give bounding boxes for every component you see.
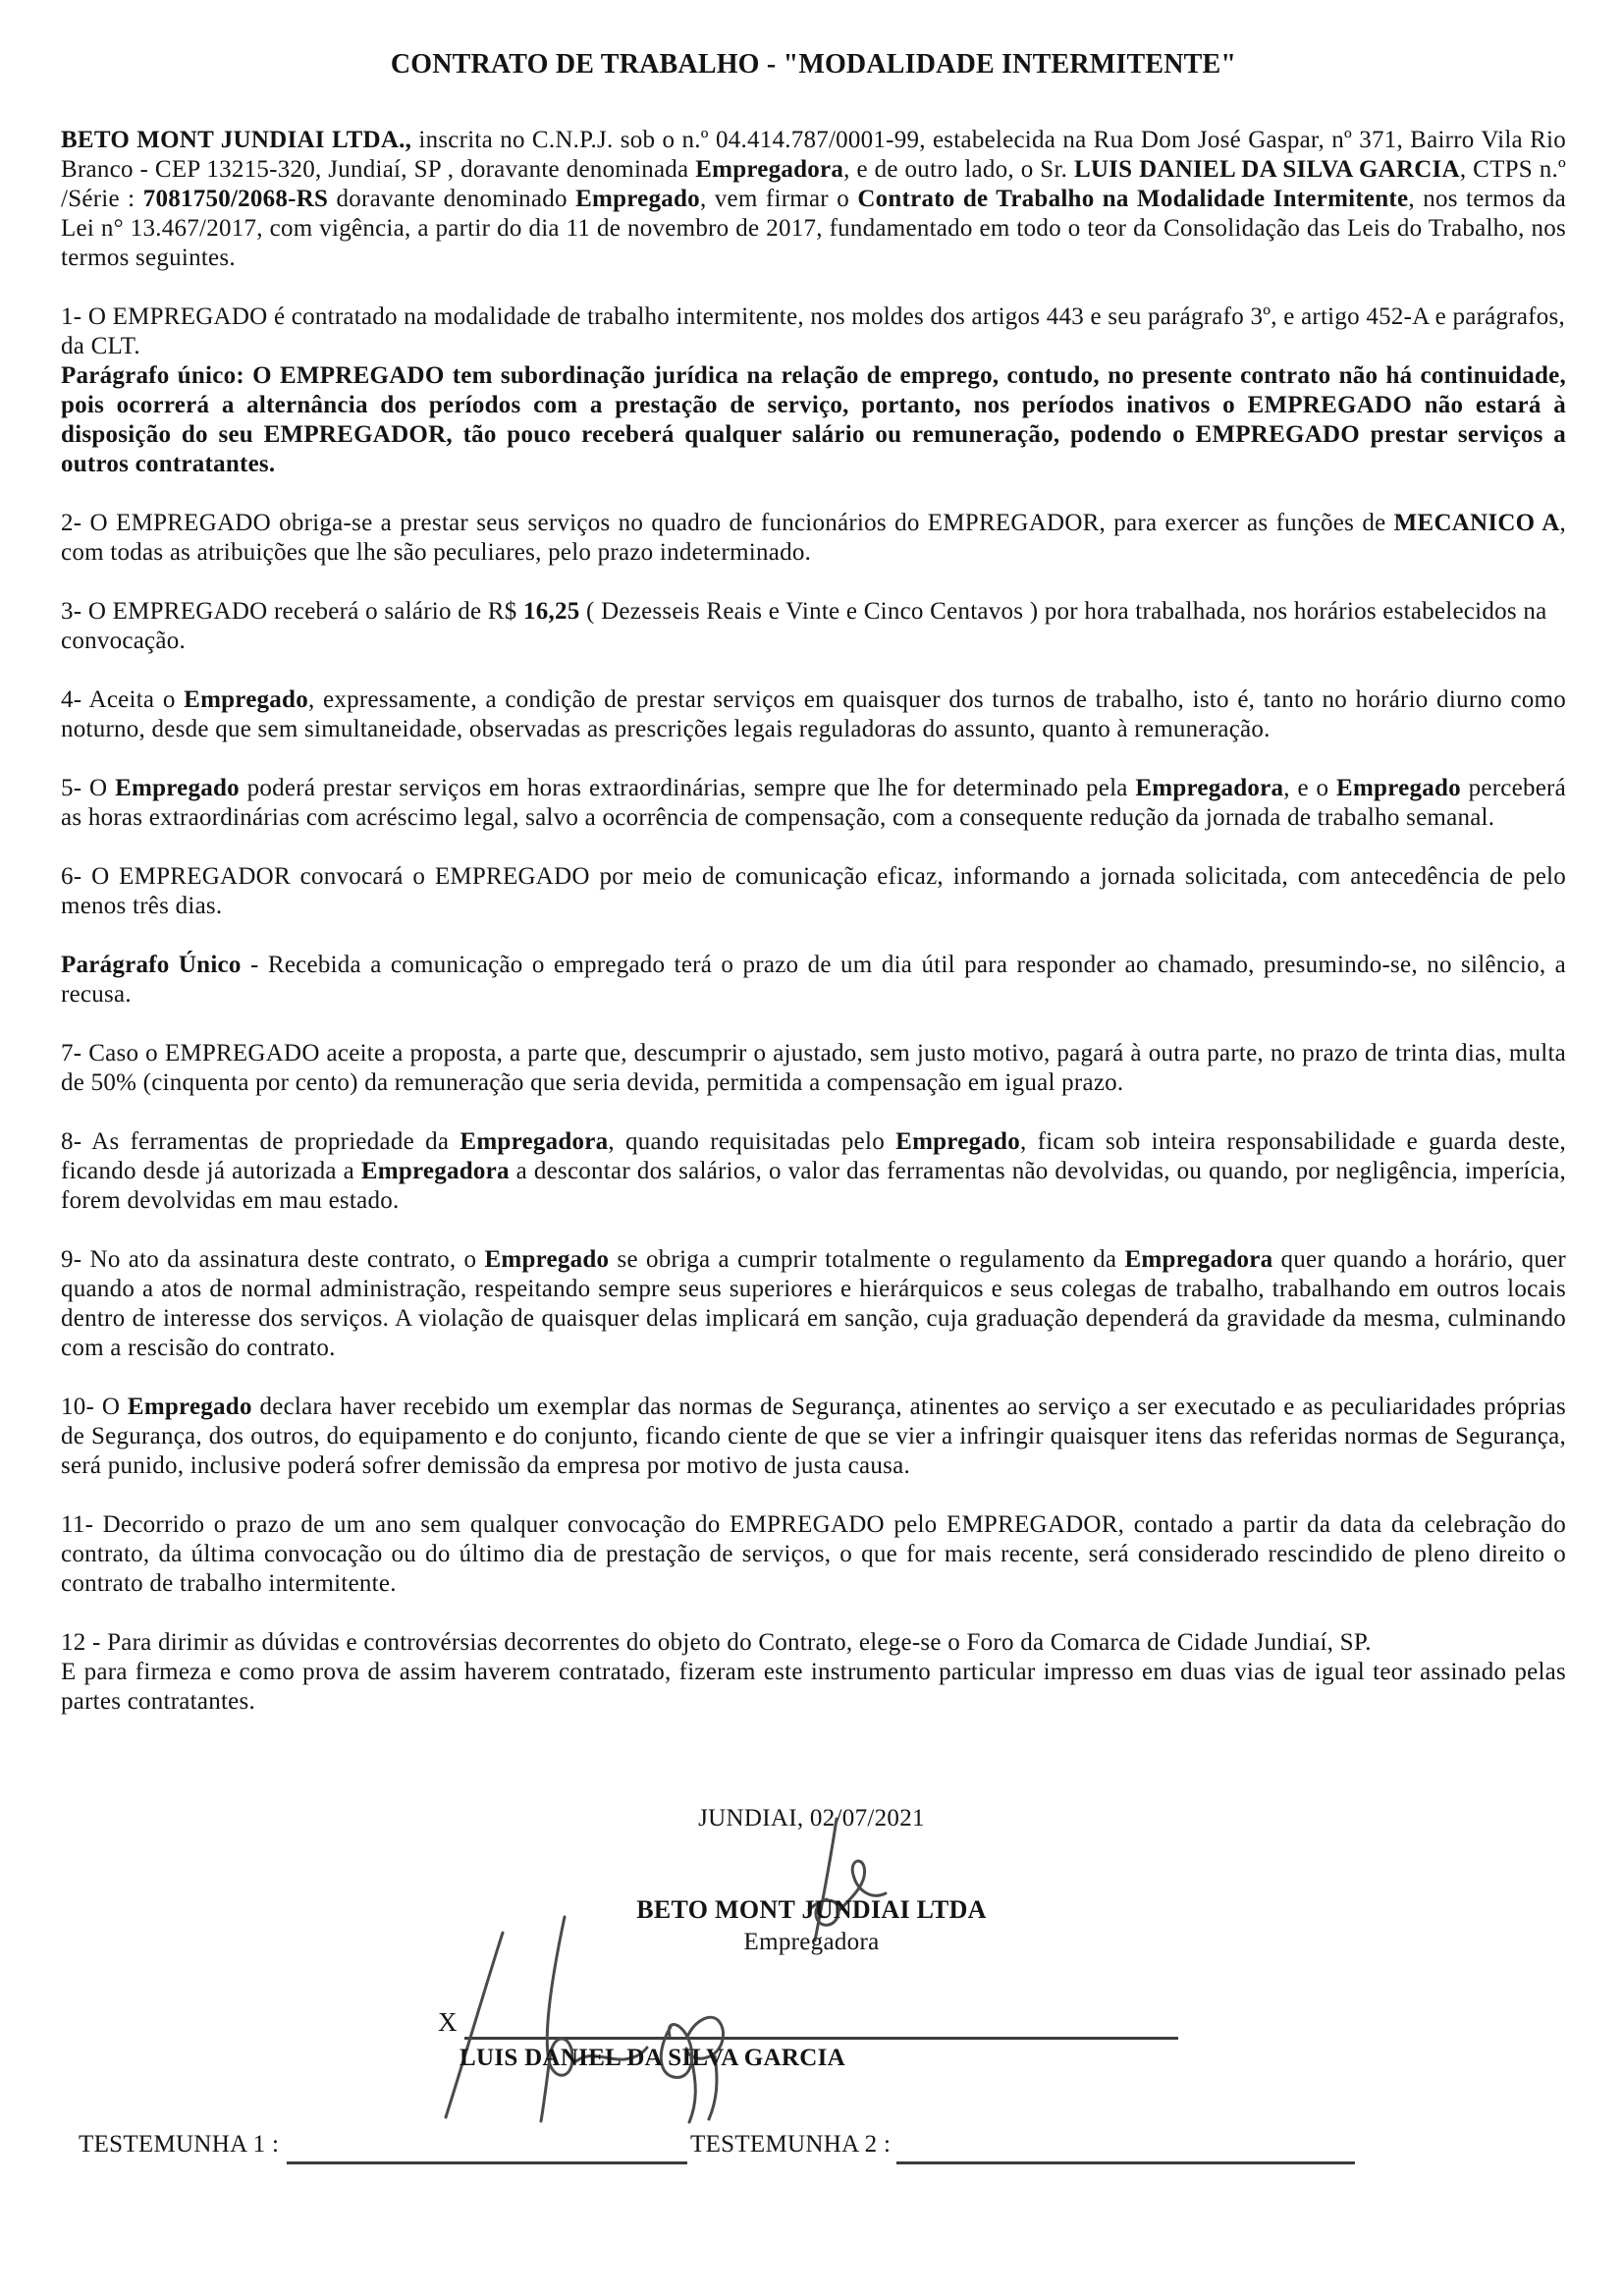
- clause-9: [61, 1245, 1566, 1363]
- clause-3: [61, 597, 1566, 656]
- text-run: 8- As ferramentas de propriedade da: [61, 1128, 460, 1155]
- text-run: perceberá as horas extraordinárias com acréscimo legal, salvo a ocorrência de compensação, com a consequente redução da jornada de trabalho semanal.: [61, 775, 1566, 831]
- signature-x-mark: X: [438, 2007, 458, 2037]
- text-run: 9- No ato da assinatura deste contrato, o: [61, 1246, 485, 1273]
- bold-text-run: Empregado: [115, 775, 240, 801]
- text-run: 11- Decorrido o prazo de um ano sem qualquer convocação do EMPREGADO pelo EMPREGADOR, contado a partir da data da celebração do contrato, da última convocação ou do último dia de prestação de serviços, o que for mais recente, será considerado rescindido de pleno direito o contrato de trabalho intermitente.: [61, 1511, 1566, 1597]
- bold-text-run: Empregado: [895, 1128, 1020, 1155]
- clause-6: [61, 862, 1566, 921]
- page-title: CONTRATO DE TRABALHO - "MODALIDADE INTERMITENTE": [390, 49, 1237, 80]
- bold-text-run: 16,25: [523, 598, 580, 625]
- clause-8: [61, 1127, 1566, 1216]
- text-run: poderá prestar serviços em horas extraordinárias, sempre que lhe for determinado pela: [239, 775, 1136, 801]
- bold-text-run: Empregado: [575, 186, 700, 212]
- bold-text-run: Empregado: [127, 1394, 252, 1420]
- company-name: BETO MONT JUNDIAI LTDA: [636, 1895, 987, 1924]
- contract-body-wrapper: [61, 49, 1566, 1717]
- bold-text-run: MECANICO A: [1393, 510, 1560, 536]
- text-run: 4- Aceita o: [61, 686, 185, 713]
- clause-2: [61, 509, 1566, 568]
- intro-paragraph: [61, 126, 1566, 273]
- clause-5: [61, 774, 1566, 833]
- text-run: 6- O EMPREGADOR convocará o EMPREGADO por meio de comunicação eficaz, informando a jornada solicitada, com antecedência de pelo menos três dias.: [61, 863, 1566, 919]
- text-run: ( Dezesseis Reais e Vinte e Cinco Centavos ) por hora trabalhada, nos horários estabelecidos na convocação.: [61, 598, 1547, 654]
- bold-text-run: Empregado: [484, 1246, 610, 1273]
- text-run: quer quando a horário, quer quando a atos de normal administração, respeitando sempre seus superiores e hierárquicos e seus colegas de trabalho, trabalhando em outros locais dentro de interesse dos serviços. A violação de quaisquer delas implicará em sanção, cuja graduação dependerá da gravidade da mesma, culminando com a rescisão do contrato.: [61, 1246, 1567, 1361]
- text-run: 1- O EMPREGADO é contratado na modalidade de trabalho intermitente, nos moldes dos artigos 443 e seu parágrafo 3º, e artigo 452-A e parágrafos, da CLT.: [61, 303, 1565, 359]
- witness2-signature-line: [896, 2161, 1355, 2164]
- company-role-label: Empregadora: [743, 1929, 880, 1955]
- clause-6-paragrafo-unico: [61, 951, 1566, 1010]
- text-run: , vem firmar o: [699, 186, 858, 212]
- text-run: , expressamente, a condição de prestar serviços em quaisquer dos turnos de trabalho, isto é, tanto no horário diurno como noturno, desde que sem simultaneidade, observadas as prescrições legais reguladoras do assunto, quanto à remuneração.: [61, 686, 1567, 742]
- clause-11: [61, 1510, 1566, 1599]
- bold-text-run: Contrato de Trabalho na Modalidade Intermitente: [857, 186, 1409, 212]
- text-run: , e o: [1283, 775, 1337, 801]
- bold-text-run: Empregadora: [1124, 1246, 1273, 1273]
- text-run: a descontar dos salários, o valor das ferramentas não devolvidas, ou quando, por negligência, imperícia, forem devolvidas em mau estado.: [61, 1158, 1566, 1214]
- date-line: JUNDIAI, 02/07/2021: [698, 1805, 925, 1831]
- witness2-label: TESTEMUNHA 2 :: [690, 2131, 892, 2158]
- text-run: 10- O: [61, 1394, 128, 1420]
- bold-text-run: Empregadora: [695, 156, 844, 183]
- bold-text-run: Empregadora: [460, 1128, 609, 1155]
- bold-text-run: Empregadora: [1135, 775, 1284, 801]
- bold-text-run: LUIS DANIEL DA SILVA GARCIA: [1073, 156, 1460, 183]
- text-run: , ficam sob inteira responsabilidade e guarda deste, ficando desde já autorizada a: [61, 1128, 1566, 1184]
- bold-text-run: Parágrafo único: O EMPREGADO tem subordinação jurídica na relação de emprego, contudo, no presente contrato não há continuidade, pois ocorrerá a alternância dos períodos com a prestação de serviço, portanto, nos períodos inativos o EMPREGADO não estará à disposição do seu EMPREGADOR, tão pouco receberá qualquer salário ou remuneração, podendo o EMPREGADO prestar serviços a outros contratantes.: [61, 362, 1566, 477]
- text-run: - Recebida a comunicação o empregado terá o prazo de um dia útil para responder ao chamado, presumindo-se, no silêncio, a recusa.: [61, 952, 1566, 1008]
- text-run: , e de outro lado, o Sr.: [843, 156, 1074, 183]
- text-run: E para firmeza e como prova de assim haverem contratado, fizeram este instrumento particular impresso em duas vias de igual teor assinado pelas partes contratantes.: [61, 1659, 1566, 1715]
- clause-4: [61, 685, 1566, 744]
- bold-text-run: Parágrafo Único: [61, 952, 242, 978]
- clause-1-paragrafo-unico: [61, 361, 1566, 479]
- bold-text-run: 7081750/2068-RS: [142, 186, 329, 212]
- text-run: 2- O EMPREGADO obriga-se a prestar seus serviços no quadro de funcionários do EMPREGADOR, para exercer as funções de: [61, 510, 1394, 536]
- clause-12: [61, 1628, 1566, 1658]
- employee-signature-line: [464, 2037, 1178, 2040]
- text-run: , CTPS n.º /Série :: [61, 156, 1566, 212]
- text-run: doravante denominado: [328, 186, 576, 212]
- text-run: declara haver recebido um exemplar das normas de Segurança, atinentes ao serviço a ser executado e as peculiaridades próprias de Segurança, dos outros, do equipamento e do conjunto, ficando ciente de que se vier a infringir quaisquer itens das referidas normas de Segurança, será punido, inclusive poderá sofrer demissão da empresa por motivo de justa causa.: [61, 1394, 1566, 1479]
- text-run: inscrita no C.N.P.J. sob o n.º 04.414.787/0001-99, estabelecida na Rua Dom José Gaspar, nº 371, Bairro Vila Rio Branco - CEP 13215-320, Jundiaí, SP , doravante denominada: [61, 127, 1566, 183]
- text-run: 3- O EMPREGADO receberá o salário de R$: [61, 598, 523, 625]
- text-run: , quando requisitadas pelo: [608, 1128, 896, 1155]
- clause-1: [61, 302, 1566, 361]
- bold-text-run: Empregado: [1336, 775, 1461, 801]
- text-run: 5- O: [61, 775, 116, 801]
- text-run: 7- Caso o EMPREGADO aceite a proposta, a parte que, descumprir o ajustado, sem justo motivo, pagará à outra parte, no prazo de trinta dias, multa de 50% (cinquenta por cento) da remuneração que seria devida, permitida a compensação em igual prazo.: [61, 1040, 1566, 1096]
- clause-10: [61, 1393, 1566, 1481]
- closing-statement: [61, 1658, 1566, 1717]
- text-run: , nos termos da Lei n° 13.467/2017, com vigência, a partir do dia 11 de novembro de 2017, fundamentado em todo o teor da Consolidação das Leis do Trabalho, nos termos seguintes.: [61, 186, 1566, 271]
- text-run: se obriga a cumprir totalmente o regulamento da: [609, 1246, 1125, 1273]
- text-run: 12 - Para dirimir as dúvidas e controvérsias decorrentes do objeto do Contrato, elege-se o Foro da Comarca de Cidade Jundiaí, SP.: [61, 1629, 1372, 1656]
- clause-7: [61, 1039, 1566, 1098]
- employee-name: LUIS DANIEL DA SILVA GARCIA: [460, 2045, 845, 2071]
- witness1-signature-line: [287, 2161, 687, 2164]
- bold-text-run: Empregado: [184, 686, 308, 713]
- contract-body: [61, 126, 1566, 1717]
- bold-text-run: BETO MONT JUNDIAI LTDA.,: [61, 127, 412, 153]
- bold-text-run: Empregadora: [360, 1158, 510, 1184]
- text-run: , com todas as atribuições que lhe são peculiares, pelo prazo indeterminado.: [61, 510, 1566, 566]
- witness1-label: TESTEMUNHA 1 :: [79, 2131, 280, 2158]
